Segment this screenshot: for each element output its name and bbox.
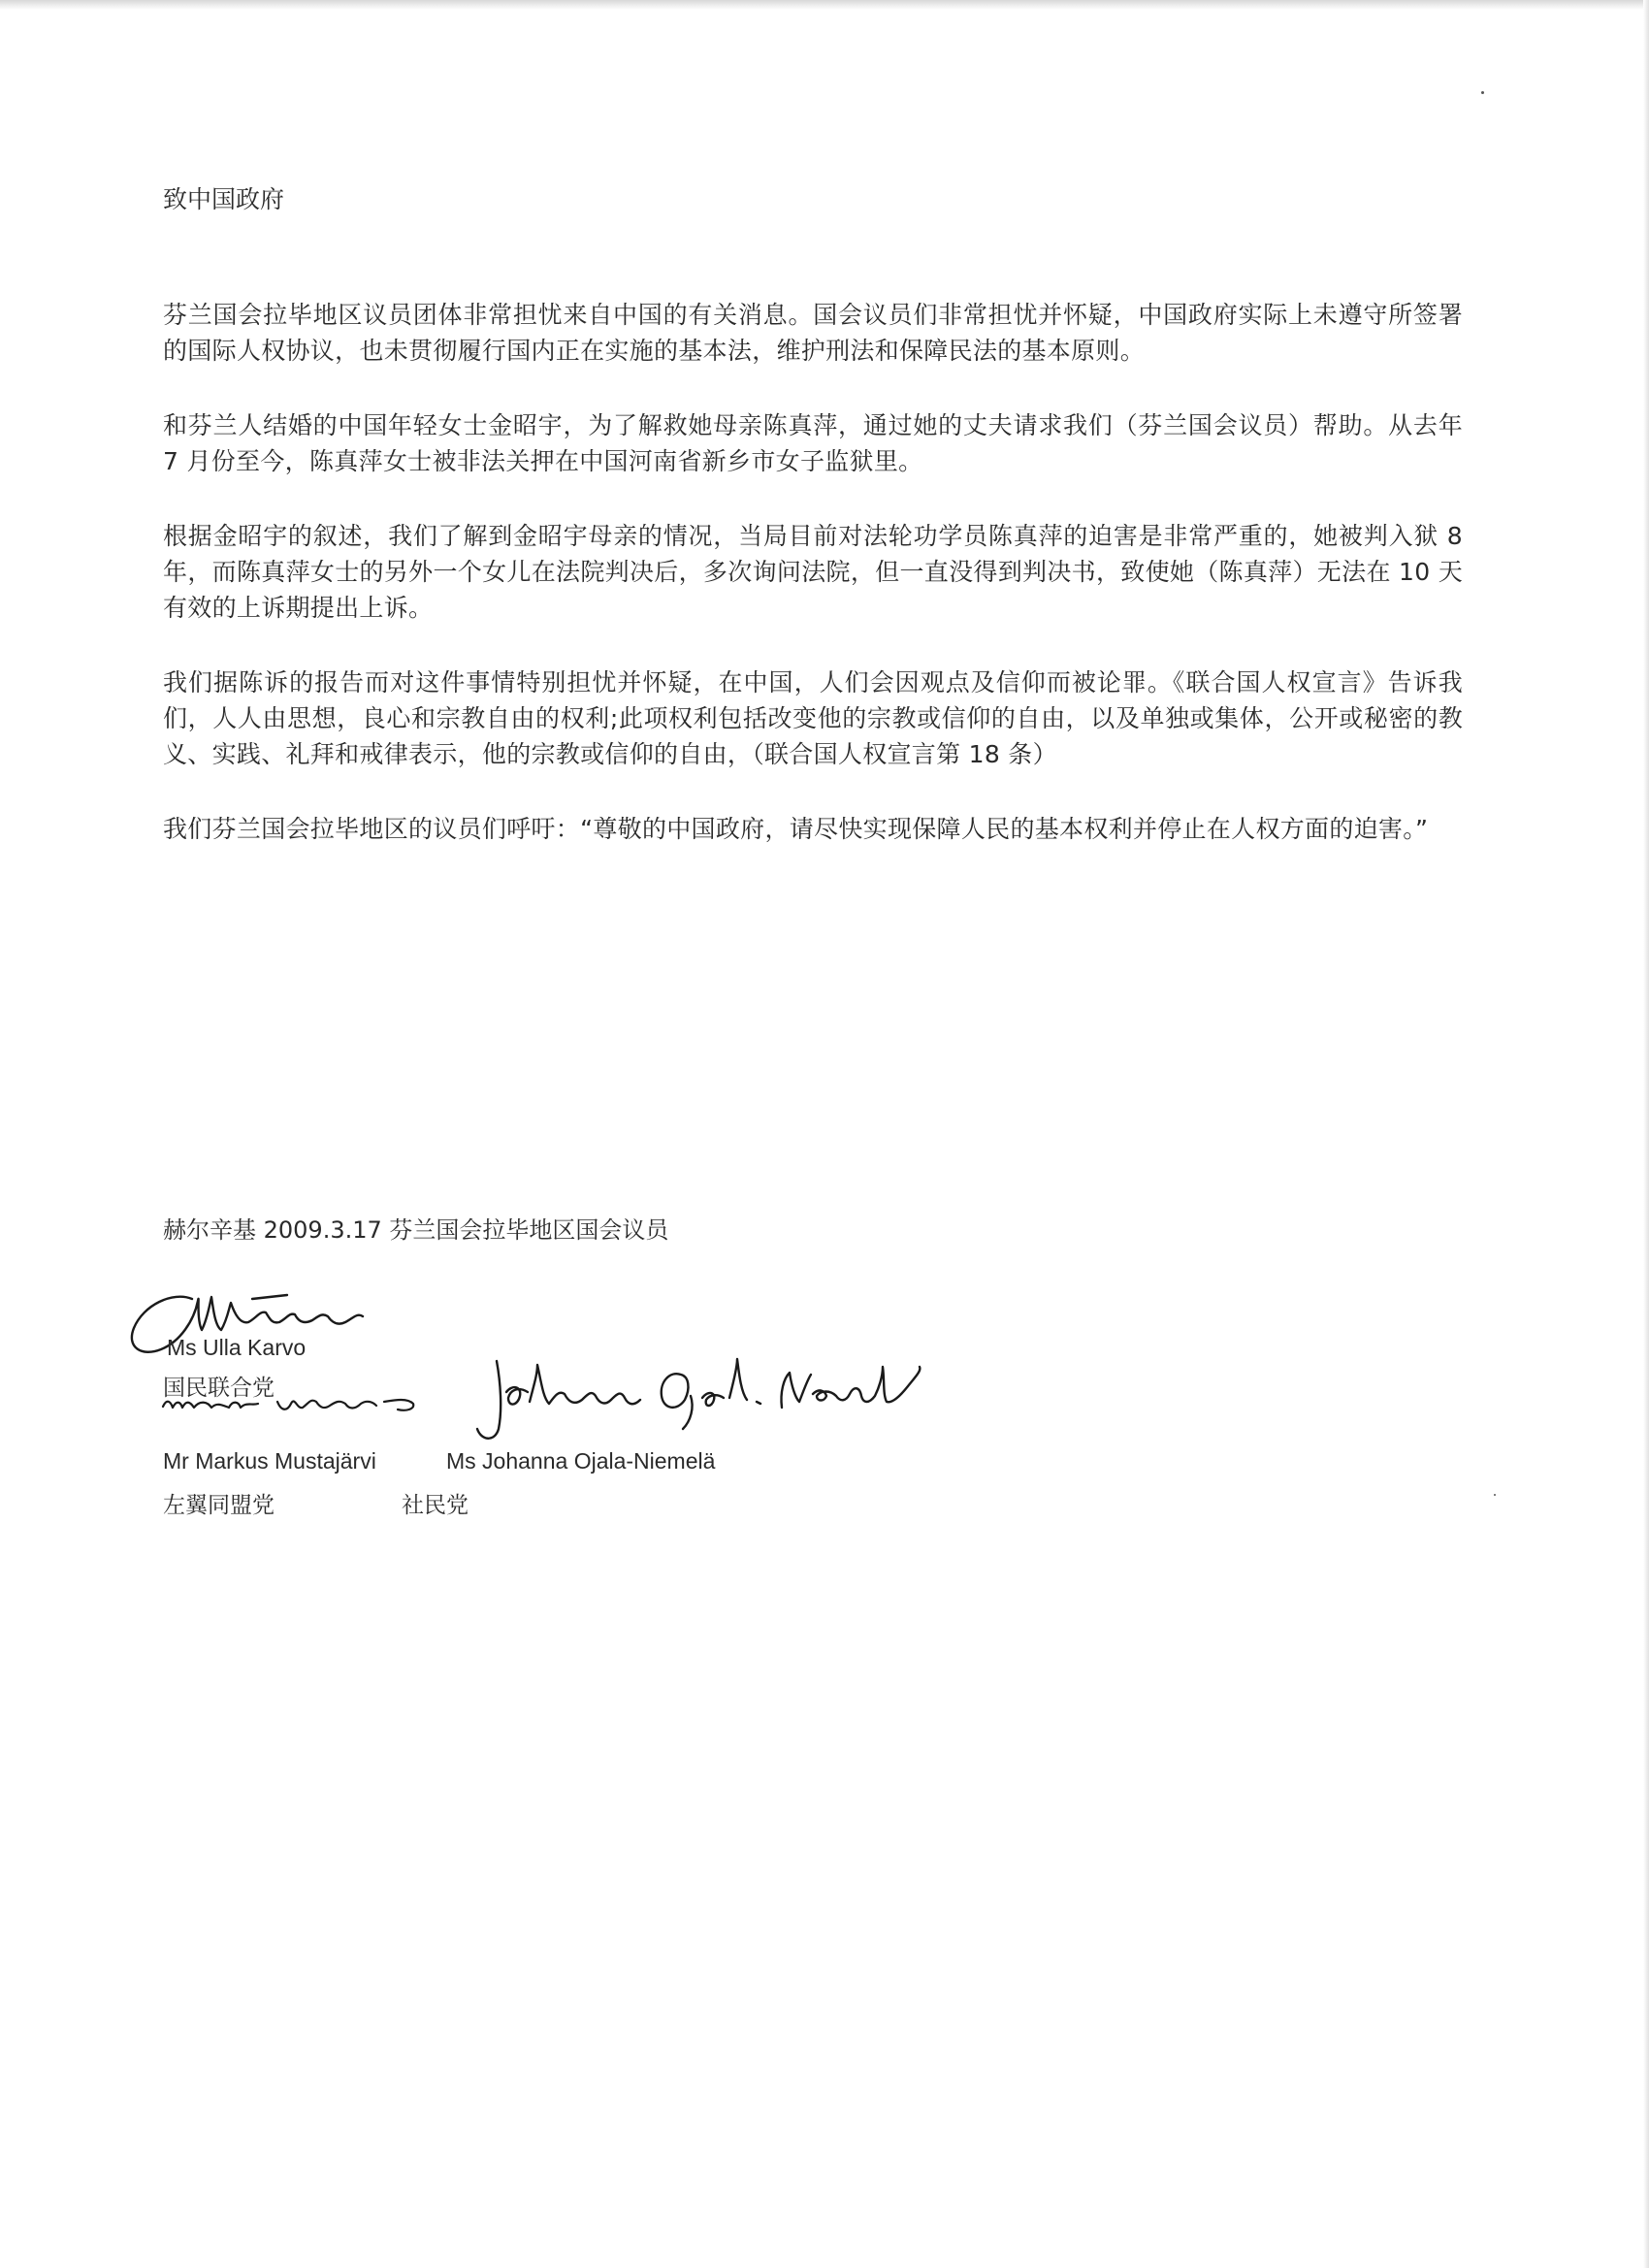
closing-line: 赫尔辛基 2009.3.17 芬兰国会拉毕地区国会议员 [163,1216,669,1244]
signature-johanna-ojala-niemela [477,1359,920,1439]
signer-name: Ms Johanna Ojala-Niemelä [446,1448,716,1474]
scan-right-edge [1643,0,1649,2268]
paragraph: 根据金昭宇的叙述，我们了解到金昭宇母亲的情况，当局目前对法轮功学员陈真萍的迫害是非常严重的，她被判入狱 8 年，而陈真萍女士的另外一个女儿在法院判决后，多次询问法院，但一直没得到判决书，致使她（陈真萍）无法在 10 天有效的上诉期提出上诉。 [163,522,1463,622]
paragraph: 芬兰国会拉毕地区议员团体非常担忧来自中国的有关消息。国会议员们非常担忧并怀疑，中国政府实际上未遵守所签署的国际人权协议，也未贯彻履行国内正在实施的基本法，维护刑法和保障民法的基本原则。 [163,301,1463,365]
salutation: 致中国政府 [163,185,285,213]
signer-party: 社民党 [402,1493,469,1518]
scan-top-edge [0,0,1649,10]
paragraph: 我们芬兰国会拉毕地区的议员们呼吁：“尊敬的中国政府，请尽快实现保障人民的基本权利并停止在人权方面的迫害。” [163,815,1429,843]
paragraph: 我们据陈诉的报告而对这件事情特别担忧并怀疑，在中国，人们会因观点及信仰而被论罪。《联合国人权宣言》告诉我们，人人由思想，良心和宗教自由的权利;此项权利包括改变他的宗教或信仰的自由，以及单独或集体，公开或秘密的教义、实践、礼拜和戒律表示，他的宗教或信仰的自由，（联合国人权宣言第 18 条） [163,668,1463,768]
signer-party: 国民联合党 [163,1376,275,1401]
scan-speck [1481,91,1484,94]
signer-party: 左翼同盟党 [163,1493,275,1518]
signer-name: Mr Markus Mustajärvi [163,1448,376,1474]
paragraph: 和芬兰人结婚的中国年轻女士金昭宇，为了解救她母亲陈真萍，通过她的丈夫请求我们（芬兰国会议员）帮助。从去年 7 月份至今，陈真萍女士被非法关押在中国河南省新乡市女子监狱里。 [163,411,1463,475]
letter-paragraphs [163,297,1463,847]
signature-block [116,1266,989,1547]
scan-speck [1494,1494,1496,1496]
letter-body [163,180,1463,886]
signer-name: Ms Ulla Karvo [167,1335,307,1360]
